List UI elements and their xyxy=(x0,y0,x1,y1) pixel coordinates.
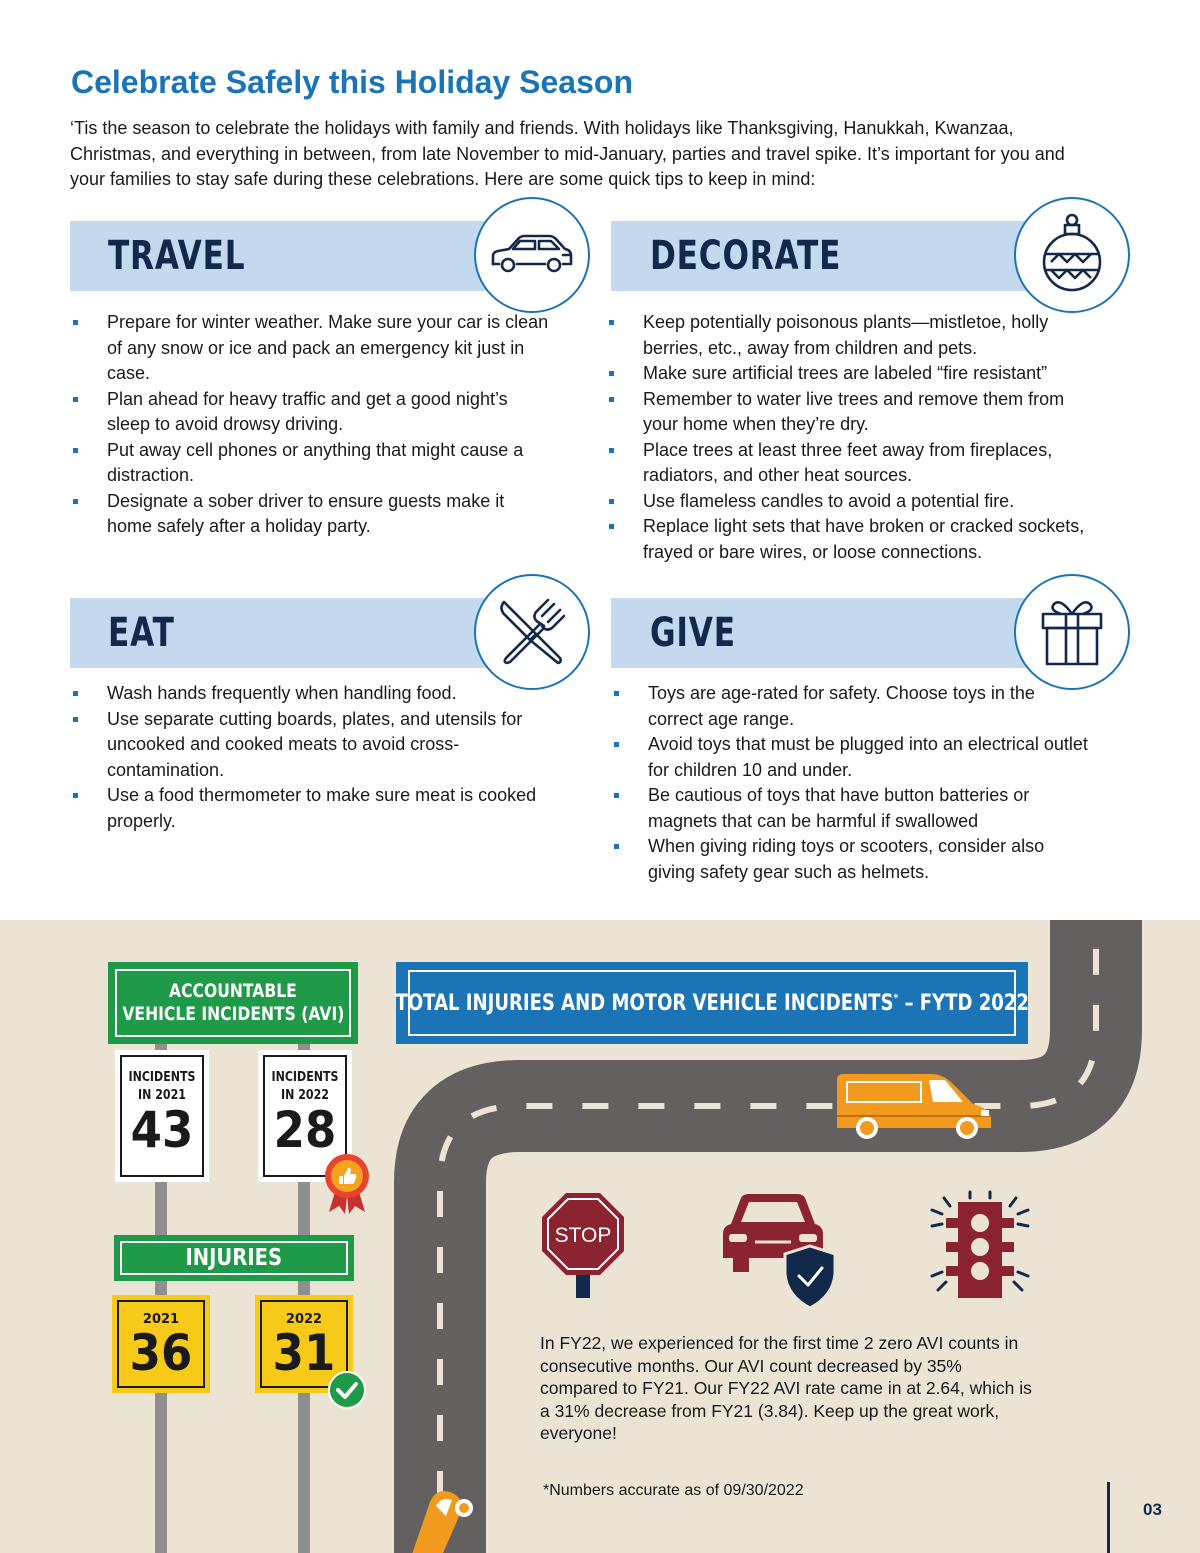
list-item: Remember to water live trees and remove them from your home when they’re dry. xyxy=(606,387,1086,438)
car-shield-icon xyxy=(715,1194,837,1308)
car-icon xyxy=(489,232,575,278)
van-icon xyxy=(833,1070,995,1140)
injuries-2022-sign: 2022 31 xyxy=(255,1295,353,1393)
list-item: Wash hands frequently when handling food. xyxy=(70,681,550,707)
fytd-banner: TOTAL INJURIES AND MOTOR VEHICLE INCIDENTS* – FYTD 2022 xyxy=(396,962,1028,1044)
give-icon-circle xyxy=(1014,574,1130,690)
list-item: Use a food thermometer to make sure meat is cooked properly. xyxy=(70,783,550,834)
eat-heading: EAT xyxy=(108,610,175,656)
decorate-icon-circle xyxy=(1014,197,1130,313)
avi-sign xyxy=(108,962,358,1044)
list-item: Replace light sets that have broken or cracked sockets, frayed or bare wires, or loose connections. xyxy=(606,514,1086,565)
travel-icon-circle xyxy=(474,197,590,313)
knife-fork-icon xyxy=(496,596,568,668)
list-item: When giving riding toys or scooters, consider also giving safety gear such as helmets. xyxy=(611,834,1091,885)
fy22-summary: In FY22, we experienced for the first time 2 zero AVI counts in consecutive months. Our AVI count decreased by 35% compared to FY21. Our FY22 AVI rate came in at 2.64, which is a 31% decrease from FY21 (3.84). Keep up the great work, everyone! xyxy=(540,1333,1032,1443)
car-icon xyxy=(400,1480,480,1553)
travel-tips xyxy=(70,310,550,540)
incidents-2021-value: 43 xyxy=(130,1101,194,1159)
injuries-2021-sign: 2021 36 xyxy=(112,1295,210,1393)
list-item: Plan ahead for heavy traffic and get a good night’s sleep to avoid drowsy driving. xyxy=(70,387,550,438)
checkmark-badge-icon xyxy=(328,1371,366,1409)
give-heading: GIVE xyxy=(650,610,736,656)
decorate-tips xyxy=(606,310,1086,565)
injuries-2021-value: 36 xyxy=(129,1324,193,1382)
list-item: Prepare for winter weather. Make sure your car is clean of any snow or ice and pack an emergency kit just in case. xyxy=(70,310,550,387)
page-rule xyxy=(1107,1482,1110,1553)
list-item: Designate a sober driver to ensure guests make it home safely after a holiday party. xyxy=(70,489,550,540)
list-item: Place trees at least three feet away from fireplaces, radiators, and other heat sources. xyxy=(606,438,1086,489)
list-item: Be cautious of toys that have button batteries or magnets that can be harmful if swallowed xyxy=(611,783,1091,834)
injuries-2022-value: 31 xyxy=(272,1324,336,1382)
incidents-2021-sign: INCIDENTS IN 2021 43 xyxy=(115,1050,209,1182)
travel-heading: TRAVEL xyxy=(108,233,246,279)
incidents-2022-sign: INCIDENTS IN 2022 28 xyxy=(258,1050,352,1182)
stop-sign-icon xyxy=(541,1192,625,1298)
eat-tips xyxy=(70,681,550,834)
list-item: Toys are age-rated for safety. Choose toys in the correct age range. xyxy=(611,681,1091,732)
give-tips xyxy=(611,681,1091,885)
eat-icon-circle xyxy=(474,574,590,690)
traffic-light-icon xyxy=(928,1190,1032,1304)
ornament-icon xyxy=(1037,212,1107,298)
list-item: Put away cell phones or anything that might cause a distraction. xyxy=(70,438,550,489)
incidents-2022-value: 28 xyxy=(273,1101,337,1159)
safety-infographic xyxy=(0,920,1200,1553)
injuries-sign: INJURIES xyxy=(114,1235,354,1281)
page-number: 03 xyxy=(1143,1500,1162,1519)
footnote: *Numbers accurate as of 09/30/2022 xyxy=(543,1482,804,1499)
page-title: Celebrate Safely this Holiday Season xyxy=(71,64,633,100)
intro-paragraph: ‘Tis the season to celebrate the holidays with family and friends. With holidays like Thanksgiving, Hanukkah, Kwanzaa, Christmas, and everything in between, from late November to mid-January, parties and travel spike. It’s important for you and your families to stay safe during these celebrations. Here are some quick tips to keep in mind: xyxy=(70,118,1065,189)
avi-sign-line1: ACCOUNTABLE xyxy=(169,980,297,1002)
stop-sign-text: STOP xyxy=(554,1224,612,1247)
list-item: Use flameless candles to avoid a potential fire. xyxy=(606,489,1086,515)
list-item: Avoid toys that must be plugged into an electrical outlet for children 10 and under. xyxy=(611,732,1091,783)
list-item: Keep potentially poisonous plants—mistletoe, holly berries, etc., away from children and pets. xyxy=(606,310,1086,361)
decorate-heading: DECORATE xyxy=(650,233,842,279)
gift-icon xyxy=(1039,596,1105,668)
list-item: Make sure artificial trees are labeled “fire resistant” xyxy=(606,361,1086,387)
list-item: Use separate cutting boards, plates, and utensils for uncooked and cooked meats to avoid cross-contamination. xyxy=(70,707,550,784)
thumbs-up-badge-icon xyxy=(321,1152,373,1214)
avi-sign-line2: VEHICLE INCIDENTS (AVI) xyxy=(121,1003,345,1025)
